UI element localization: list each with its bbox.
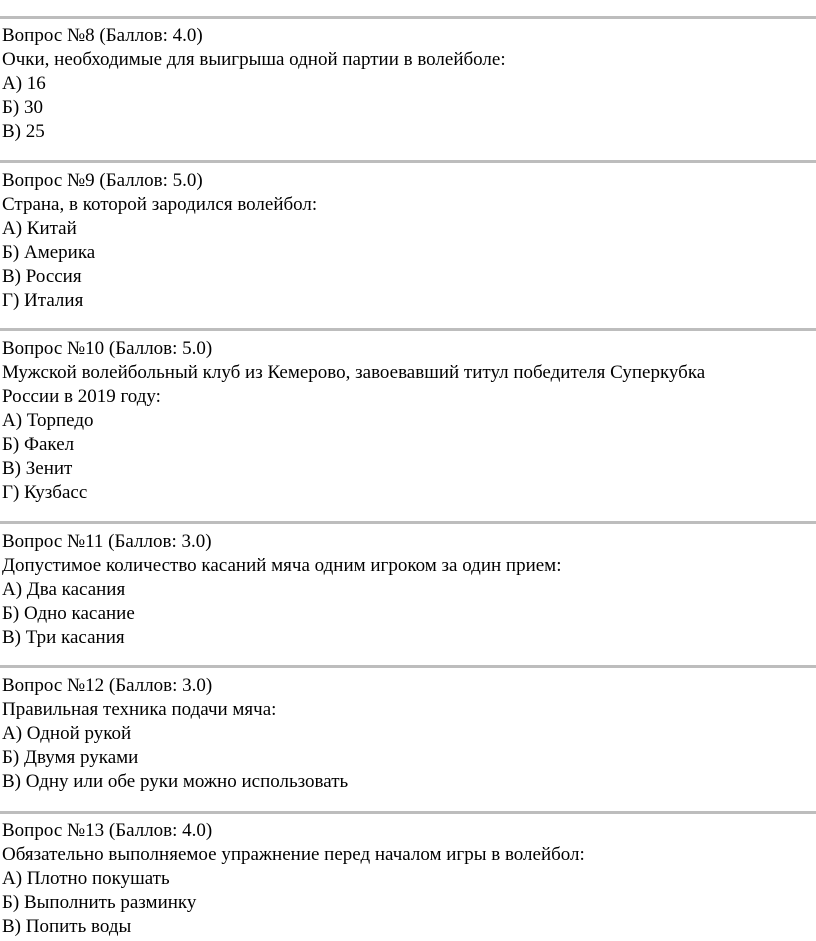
question-text: Обязательно выполняемое упражнение перед началом игры в волейбол: xyxy=(2,844,585,865)
answer-option: Г) Италия xyxy=(2,290,84,311)
answer-option: В) Зенит xyxy=(2,458,73,479)
answer-option: Б) Факел xyxy=(2,434,75,455)
question-11 xyxy=(2,530,814,650)
question-header: Вопрос №11 (Баллов: 3.0) xyxy=(2,531,212,552)
question-13 xyxy=(2,819,814,939)
answer-option: А) Одной рукой xyxy=(2,723,132,744)
question-divider xyxy=(0,811,816,814)
answer-option: В) Россия xyxy=(2,266,82,287)
answer-option: Г) Кузбасс xyxy=(2,482,88,503)
answer-option: А) Два касания xyxy=(2,579,126,600)
question-8 xyxy=(2,24,814,144)
question-divider xyxy=(0,521,816,524)
question-divider xyxy=(0,16,816,19)
question-12 xyxy=(2,674,814,794)
answer-option: Б) Двумя руками xyxy=(2,747,139,768)
question-header: Вопрос №8 (Баллов: 4.0) xyxy=(2,25,203,46)
answer-option: Б) Выполнить разминку xyxy=(2,892,197,913)
answer-option: Б) Одно касание xyxy=(2,603,135,624)
question-text: Очки, необходимые для выигрыша одной партии в волейболе: xyxy=(2,49,506,70)
question-divider xyxy=(0,328,816,331)
answer-option: В) Одну или обе руки можно использовать xyxy=(2,771,349,792)
question-text: Правильная техника подачи мяча: xyxy=(2,699,277,720)
question-text: России в 2019 году: xyxy=(2,386,161,407)
question-header: Вопрос №12 (Баллов: 3.0) xyxy=(2,675,213,696)
answer-option: В) Попить воды xyxy=(2,916,132,937)
answer-option: А) Китай xyxy=(2,218,77,239)
question-text: Страна, в которой зародился волейбол: xyxy=(2,194,318,215)
question-10 xyxy=(2,337,814,505)
answer-option: А) 16 xyxy=(2,73,46,94)
answer-option: А) Торпедо xyxy=(2,410,94,431)
question-divider xyxy=(0,160,816,163)
question-text: Мужской волейбольный клуб из Кемерово, завоевавший титул победителя Суперкубка xyxy=(2,362,706,383)
question-header: Вопрос №9 (Баллов: 5.0) xyxy=(2,170,203,191)
question-header: Вопрос №10 (Баллов: 5.0) xyxy=(2,338,213,359)
question-text: Допустимое количество касаний мяча одним игроком за один прием: xyxy=(2,555,562,576)
answer-option: Б) 30 xyxy=(2,97,43,118)
question-header: Вопрос №13 (Баллов: 4.0) xyxy=(2,820,213,841)
answer-option: В) Три касания xyxy=(2,627,125,648)
question-divider xyxy=(0,665,816,668)
answer-option: В) 25 xyxy=(2,121,45,142)
answer-option: А) Плотно покушать xyxy=(2,868,170,889)
answer-option: Б) Америка xyxy=(2,242,96,263)
question-9 xyxy=(2,169,814,313)
